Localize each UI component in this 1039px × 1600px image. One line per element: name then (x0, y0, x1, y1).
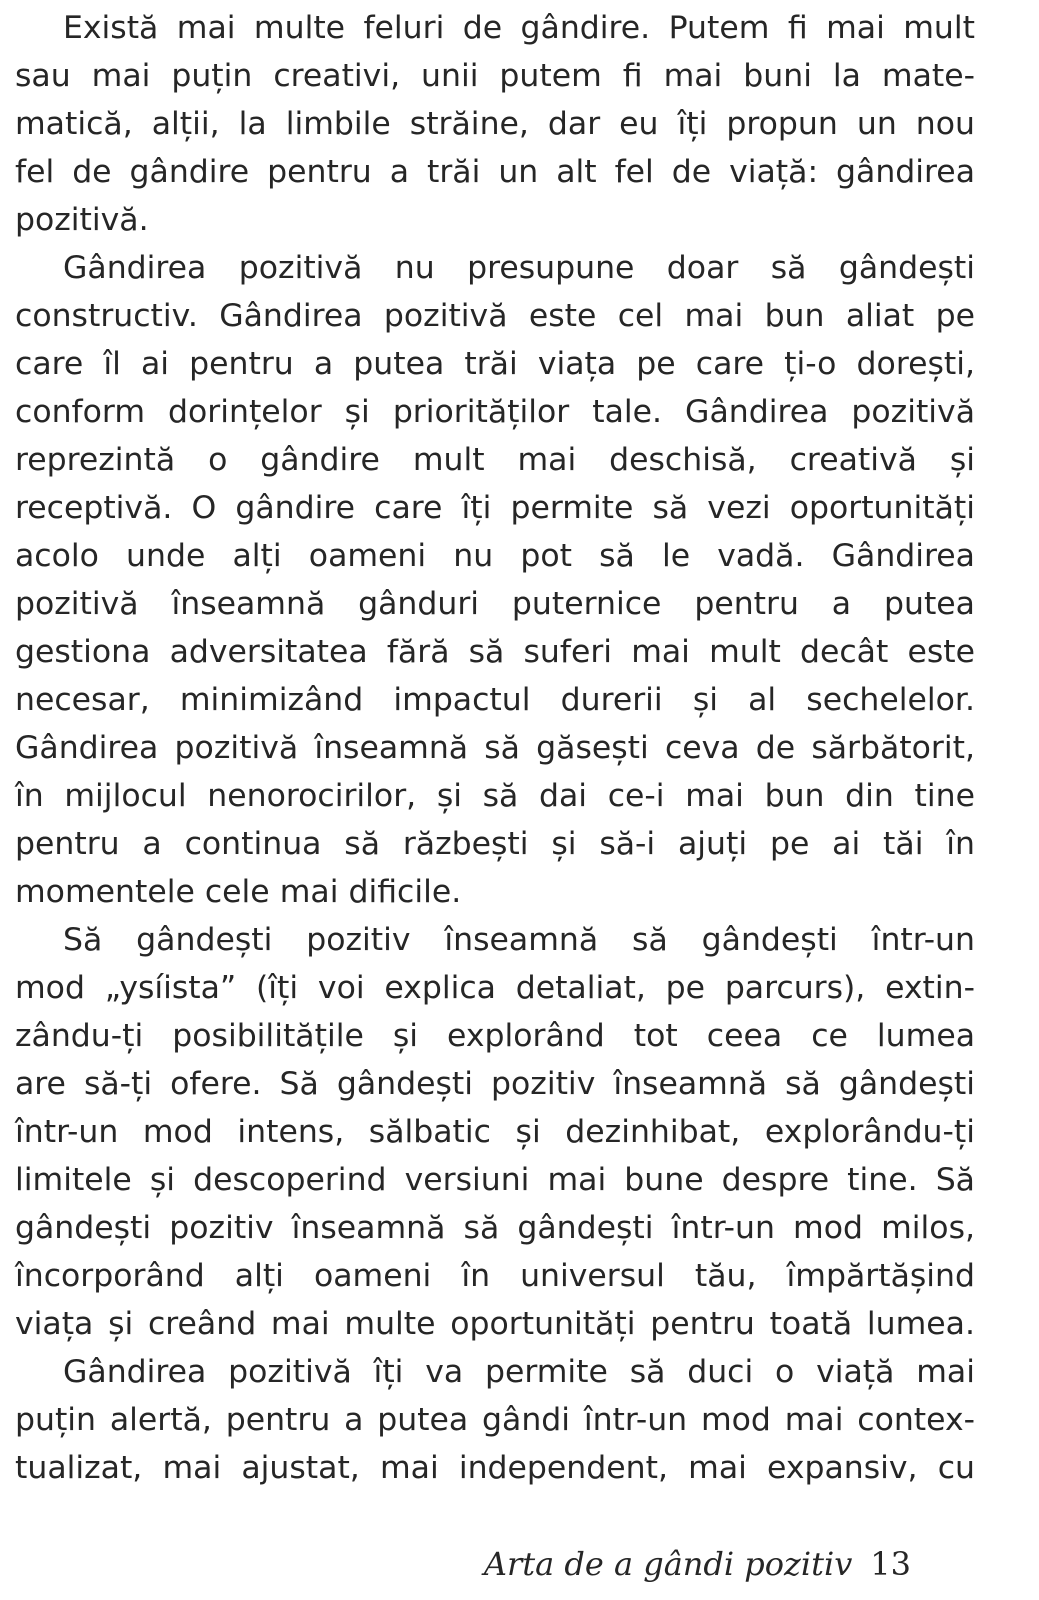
text-line: Gândirea pozitivă îți va permite să duci o viață mai (63, 1354, 975, 1390)
text-line: gestiona adversitatea fără să suferi mai mult decât este (15, 634, 975, 670)
text-line: limitele și descoperind versiuni mai bune despre tine. Să (15, 1162, 975, 1198)
text-line: care îl ai pentru a putea trăi viața pe care ți-o dorești, (15, 346, 975, 382)
text-line: matică, alții, la limbile străine, dar eu îți propun un nou (15, 106, 975, 142)
text-line: Gândirea pozitivă nu presupune doar să gândești (63, 250, 975, 286)
text-line: zându-ți posibilitățile și explorând tot ceea ce lumea (15, 1018, 975, 1054)
text-line: într-un mod intens, sălbatic și dezinhibat, explorându-ți (15, 1114, 975, 1150)
text-line: în mijlocul nenorocirilor, și să dai ce-i mai bun din tine (15, 778, 975, 814)
text-line: gândești pozitiv înseamnă să gândești într-un mod milos, (15, 1210, 975, 1246)
text-line: viața și creând mai multe oportunități pentru toată lumea. (15, 1306, 975, 1342)
text-line: pentru a continua să răzbești și să-i ajuți pe ai tăi în (15, 826, 975, 862)
text-line: are să-ți ofere. Să gândești pozitiv înseamnă să gândești (15, 1066, 975, 1102)
text-line: pozitivă. (15, 202, 149, 238)
text-line: tualizat, mai ajustat, mai independent, mai expansiv, cu (15, 1450, 975, 1486)
text-line: mod „ysíista” (îți voi explica detaliat, pe parcurs), extin- (15, 970, 975, 1006)
text-line: fel de gândire pentru a trăi un alt fel de viață: gândirea (15, 154, 975, 190)
book-page (15, 0, 975, 1600)
page-number: 13 (870, 1545, 911, 1583)
text-line: Să gândești pozitiv înseamnă să gândești într-un (63, 922, 975, 958)
text-line: acolo unde alți oameni nu pot să le vadă. Gândirea (15, 538, 975, 574)
page-footer (484, 1544, 911, 1584)
text-line: momentele cele mai dificile. (15, 874, 462, 910)
text-line: necesar, minimizând impactul durerii și al sechelelor. (15, 682, 975, 718)
text-line: constructiv. Gândirea pozitivă este cel mai bun aliat pe (15, 298, 975, 334)
text-line: reprezintă o gândire mult mai deschisă, creativă și (15, 442, 975, 478)
text-line: Gândirea pozitivă înseamnă să găsești ceva de sărbătorit, (15, 730, 975, 766)
text-line: receptivă. O gândire care îți permite să vezi oportunități (15, 490, 975, 526)
text-line: Există mai multe feluri de gândire. Putem fi mai mult (63, 10, 975, 46)
text-line: pozitivă înseamnă gânduri puternice pentru a putea (15, 586, 975, 622)
text-line: puțin alertă, pentru a putea gândi într-un mod mai contex- (15, 1402, 975, 1438)
body-text (15, 4, 975, 1492)
running-title: Arta de a gândi pozitiv (483, 1545, 853, 1583)
text-line: încorporând alți oameni în universul tău, împărtășind (15, 1258, 975, 1294)
text-line: conform dorințelor și priorităților tale. Gândirea pozitivă (15, 394, 975, 430)
text-line: sau mai puțin creativi, unii putem fi mai buni la mate- (15, 58, 975, 94)
